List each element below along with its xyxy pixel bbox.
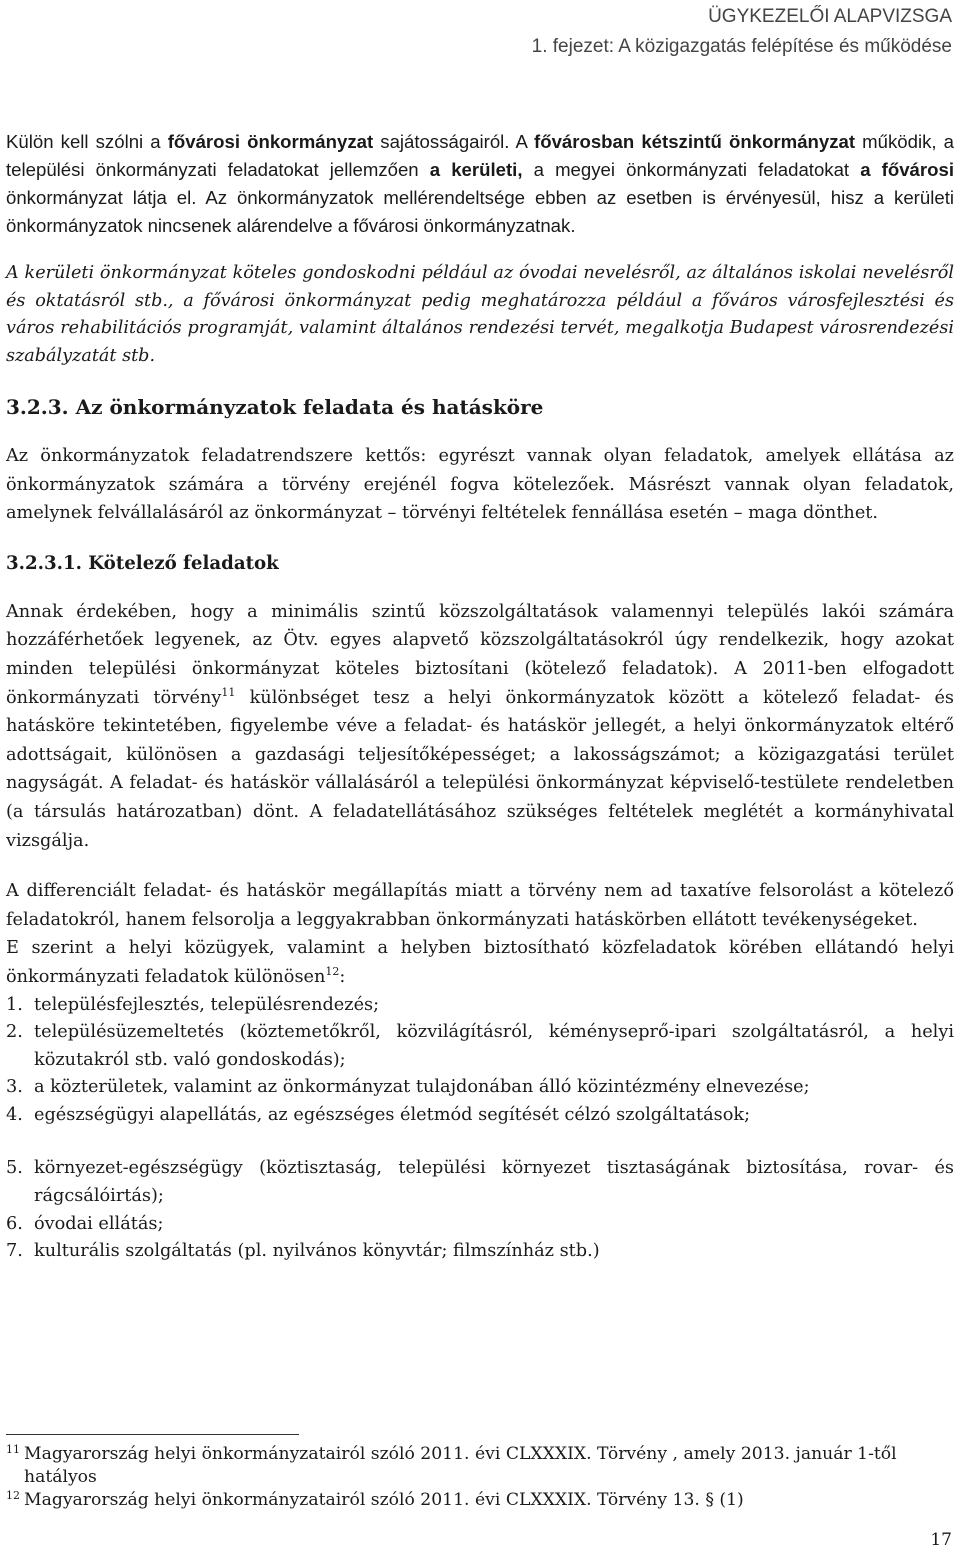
header-title: ÜGYKEZELŐI ALAPVIZSGA xyxy=(708,6,952,27)
paragraph-differentiated: A differenciált feladat- és hatáskör megállapítás miatt a törvény nem ad taxatíve felsorolást a kötelező feladatokról, hanem felsorolja a leggyakrabban önkormányzati hatáskörben ellátott tevékenységeket. xyxy=(6,881,954,930)
bold-text: a kerületi, xyxy=(429,159,523,180)
list-text: kulturális szolgáltatás (pl. nyilvános könyvtár; filmszínház stb.) xyxy=(34,1241,600,1262)
footnote-text: Magyarország helyi önkormányzatairól szóló 2011. évi CLXXXIX. Törvény , amely 2013. január 1-től hatályos xyxy=(24,1444,897,1487)
text: különbséget tesz a helyi önkormányzatok között a kötelező feladat- és hatásköre tekintetében, figyelembe véve a feladat- és hatáskör jellegét, a helyi önkormányzatok eltérő adottságait, különösen a gazdasági teljesítőképességet; a lakosságszámot; a közigazgatási terület nagyságát. A feladat- és hatáskör vállalásáról a települési önkormányzat képviselő-testülete rendeletben (a társulás határozatban) dönt. A feladatellátásához szükséges feltételek meglétét a kormányhivatal vizsgálja. xyxy=(6,687,955,851)
section-heading-3-2-3: 3.2.3. Az önkormányzatok feladata és hatásköre xyxy=(6,395,544,419)
list-number: 6. xyxy=(6,1213,23,1234)
text: a megyei önkormányzati feladatokat xyxy=(522,159,861,180)
footnote-number: 11 xyxy=(6,1443,20,1456)
section-heading-3-2-3-1: 3.2.3.1. Kötelező feladatok xyxy=(6,552,279,574)
text: Külön kell szólni a xyxy=(6,131,168,152)
list-number: 1. xyxy=(6,994,23,1015)
text: működik, a települési önkormányzati feladatokat jellemzően xyxy=(6,131,954,180)
list-text: a közterületek, valamint az önkormányzat tulajdonában álló közintézmény elnevezése; xyxy=(34,1077,810,1098)
paragraph-list-intro xyxy=(6,934,954,991)
list-number: 4. xyxy=(6,1104,23,1125)
task-list xyxy=(6,992,954,1266)
bold-text: fővárosban kétszintű önkormányzat xyxy=(534,131,856,152)
text: Annak érdekében, hogy a minimális szintű közszolgáltatások valamennyi település lakói számára hozzáférhetőek legyenek, az Ötv. egyes alapvető közszolgáltatásokról úgy rendelkezik, hogy azokat minden települési önkormányzat köteles biztosítani (kötelező feladatok). A 2011-ben elfogadott önkormányzati törvény xyxy=(6,601,954,708)
list-text: településfejlesztés, településrendezés; xyxy=(34,994,380,1015)
header-chapter: 1. fejezet: A közigazgatás felépítése és működése xyxy=(531,36,952,57)
bold-text: a fővárosi xyxy=(860,159,954,180)
paragraph-example: A kerületi önkormányzat köteles gondoskodni például az óvodai nevelésről, az általános iskolai nevelésről és oktatásról stb., a fővárosi önkormányzat pedig meghatározza például a főváros városfejlesztési és város rehabilitációs programját, valamint általános rendezési tervét, megalkotja Budapest városrendezési szabályzatát stb. xyxy=(6,263,954,366)
bold-text: fővárosi önkormányzat xyxy=(167,131,374,152)
list-text: egészségügyi alapellátás, az egészséges életmód segítését célzó szolgáltatások; xyxy=(34,1104,751,1125)
list-item xyxy=(6,1155,954,1210)
list-number: 2. xyxy=(6,1022,23,1043)
list-item xyxy=(6,1238,954,1266)
list-number: 5. xyxy=(6,1158,23,1179)
paragraph-mandatory-tasks xyxy=(6,598,954,855)
footnote-ref-11: 11 xyxy=(221,685,236,699)
paragraph-capital xyxy=(6,128,954,240)
footnote-number: 12 xyxy=(6,1489,20,1502)
page-header xyxy=(532,2,952,62)
text: E szerint a helyi közügyek, valamint a helyben biztosítható közfeladatok körében ellátandó helyi önkormányzati feladatok különösen xyxy=(6,938,954,987)
footnote-divider xyxy=(6,1434,299,1435)
list-item xyxy=(6,992,954,1020)
list-text: településüzemeltetés (köztemetőkről, közvilágításról, kéményseprő-ipari szolgáltatásról, a helyi közutakról stb. való gondoskodás); xyxy=(34,1022,954,1070)
footnotes xyxy=(6,1443,954,1512)
text: önkormányzat látja el. Az önkormányzatok mellérendeltsége ebben az esetben is érvényesül, hisz a kerületi önkormányzatok nincsenek alárendelve a fővárosi önkormányzatnak. xyxy=(6,187,954,236)
footnote-12 xyxy=(6,1489,954,1512)
footnote-ref-12: 12 xyxy=(325,965,340,979)
list-number: 7. xyxy=(6,1241,23,1262)
document-body xyxy=(6,128,954,1266)
paragraph-dual-tasks: Az önkormányzatok feladatrendszere kettős: egyrészt vannak olyan feladatok, amelyek ellátása az önkormányzatok számára a törvény erejénél fogva kötelezőek. Másrészt vannak olyan feladatok, amelynek felvállalásáról az önkormányzat – törvényi feltételek fennállása esetén – maga dönthet. xyxy=(6,446,954,524)
text: : xyxy=(339,966,346,987)
footnote-text: Magyarország helyi önkormányzatairól szóló 2011. évi CLXXXIX. Törvény 13. § (1) xyxy=(24,1490,744,1510)
list-item xyxy=(6,1102,954,1130)
list-item xyxy=(6,1211,954,1239)
list-text: óvodai ellátás; xyxy=(34,1213,164,1234)
list-item xyxy=(6,1019,954,1074)
footnote-11 xyxy=(6,1443,954,1489)
list-text: környezet-egészségügy (köztisztaság, települési környezet tisztaságának biztosítása, rovar- és rágcsálóirtás); xyxy=(34,1158,954,1207)
list-item xyxy=(6,1074,954,1102)
text: sajátosságairól. A xyxy=(373,131,535,152)
list-number: 3. xyxy=(6,1077,23,1098)
page-number: 17 xyxy=(930,1530,952,1550)
